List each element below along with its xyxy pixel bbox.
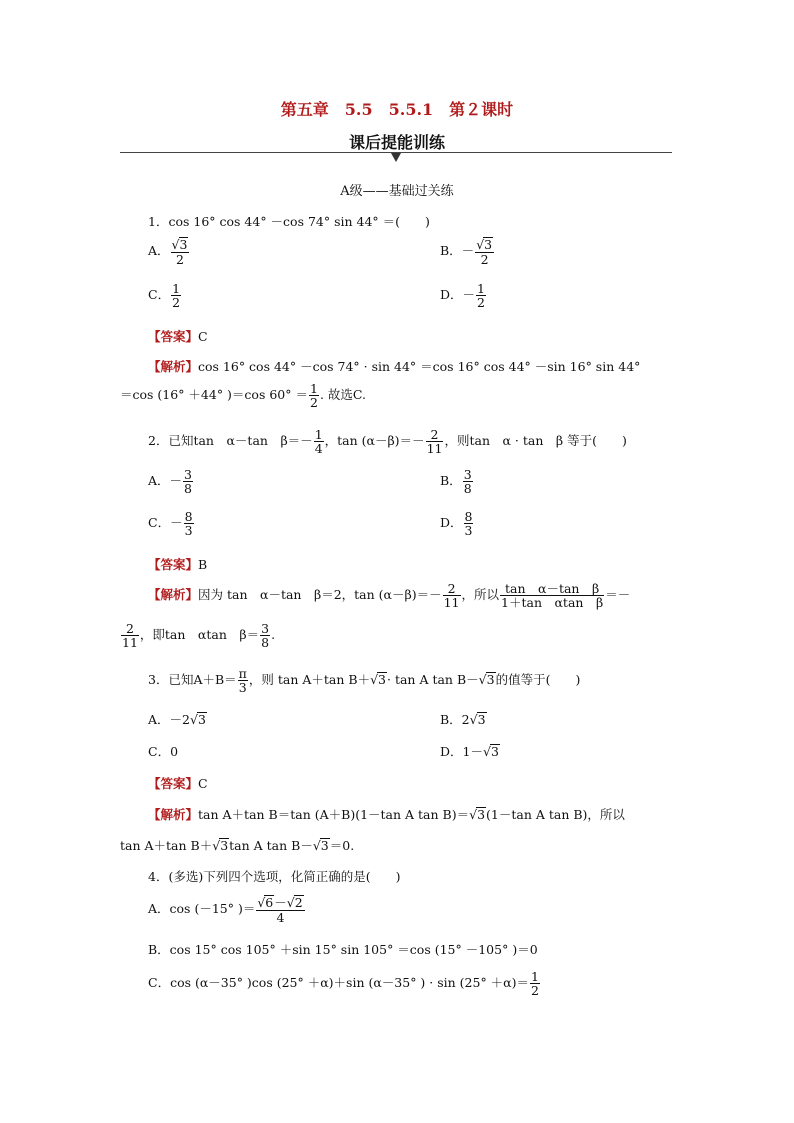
- q4-stem: 4．(多选)下列四个选项，化简正确的是( ): [148, 869, 401, 884]
- section-subtitle: 课后提能训练: [348, 133, 445, 152]
- q1-stem: 1．cos 16° cos 44° －cos 74° sin 44° ＝( ): [148, 214, 430, 229]
- q2-option-a: A．－ $\frac{3}{8}$: [148, 467, 192, 497]
- q3-option-c: C．0: [148, 744, 179, 759]
- q2-analysis-line-2: $\frac{2}{11}$ ，即tan αtan β＝ $\frac{3}{8}$ .: [122, 621, 276, 651]
- level-heading: A级——基础过关练: [340, 184, 454, 199]
- q1-b-fraction: $\frac{√3}{2}$: [476, 237, 493, 267]
- q3-option-b: B．2√3: [440, 712, 486, 727]
- q1-analysis-line-1: 【解析】cos 16° cos 44° －cos 74° · sin 44° ＝cos 16° cos 44° －sin 16° sin 44°: [148, 359, 641, 374]
- q1-analysis-line-2: ＝cos (16° ＋44° )＝cos 60° ＝ $\frac{1}{2}$ . 故选C.: [120, 381, 366, 411]
- divider-triangle-icon: [391, 153, 401, 162]
- q2-analysis-line-1: 【解析】因为 tan α－tan β＝2，tan (α－β)＝－ $\frac{2}{11}$ ，所以 $\frac{\text{tan α－tan β}}{\text{1＋tan αtan β}}$ ＝－: [148, 581, 631, 611]
- q3-analysis-line-1: 【解析】tan A＋tan B＝tan (A＋B)(1－tan A tan B)＝√3(1－tan A tan B)，所以: [148, 807, 625, 822]
- q4-option-b: B．cos 15° cos 105° ＋sin 15° sin 105° ＝cos (15° －105° )＝0: [148, 942, 538, 957]
- q1-c-fraction: $\frac{1}{2}$: [172, 281, 181, 311]
- q2-option-c: C．－ $\frac{8}{3}$: [148, 509, 193, 539]
- page-title: 第五章 5.5 5.5.1 第２课时: [280, 100, 514, 119]
- q4-option-c: C．cos (α－35° )cos (25° ＋α)＋sin (α－35° ) · sin (25° ＋α)＝ $\frac{1}{2}$: [148, 969, 539, 999]
- q3-analysis-line-2: tan A＋tan B＋√3tan A tan B－√3＝0.: [120, 838, 355, 853]
- q1-option-d: D．－ $\frac{1}{2}$: [440, 281, 485, 311]
- q1-a-fraction: $\frac{√3}{2}$: [171, 237, 188, 267]
- q3-stem: 3．已知A＋B＝ $\frac{\pi}{3}$ ，则 tan A＋tan B＋√3· tan A tan B－√3的值等于( ): [148, 666, 581, 696]
- q1-option-c: C． $\frac{1}{2}$: [148, 281, 181, 311]
- q3-option-a: A．－2√3: [148, 712, 206, 727]
- q2-stem: 2．已知tan α－tan β＝－ $\frac{1}{4}$ ，tan (α－β)＝－ $\frac{2}{11}$ ，则tan α · tan β 等于( ): [148, 427, 627, 457]
- q3-option-d: D．1－√3: [440, 744, 499, 759]
- q4-option-a: A．cos (－15° )＝ $\frac{√6-√2}{4}$: [148, 895, 303, 925]
- q1-d-fraction: $\frac{1}{2}$: [477, 281, 485, 311]
- q1-answer: 【答案】C: [148, 329, 208, 344]
- q3-answer: 【答案】C: [148, 776, 208, 791]
- q1-option-a: A． $\frac{√3}{2}$: [148, 237, 188, 267]
- q2-option-d: D． $\frac{8}{3}$: [440, 509, 473, 539]
- q1-option-b: B．－ $\frac{√3}{2}$: [440, 237, 493, 267]
- q2-option-b: B． $\frac{3}{8}$: [440, 467, 472, 497]
- q2-answer: 【答案】B: [148, 557, 208, 572]
